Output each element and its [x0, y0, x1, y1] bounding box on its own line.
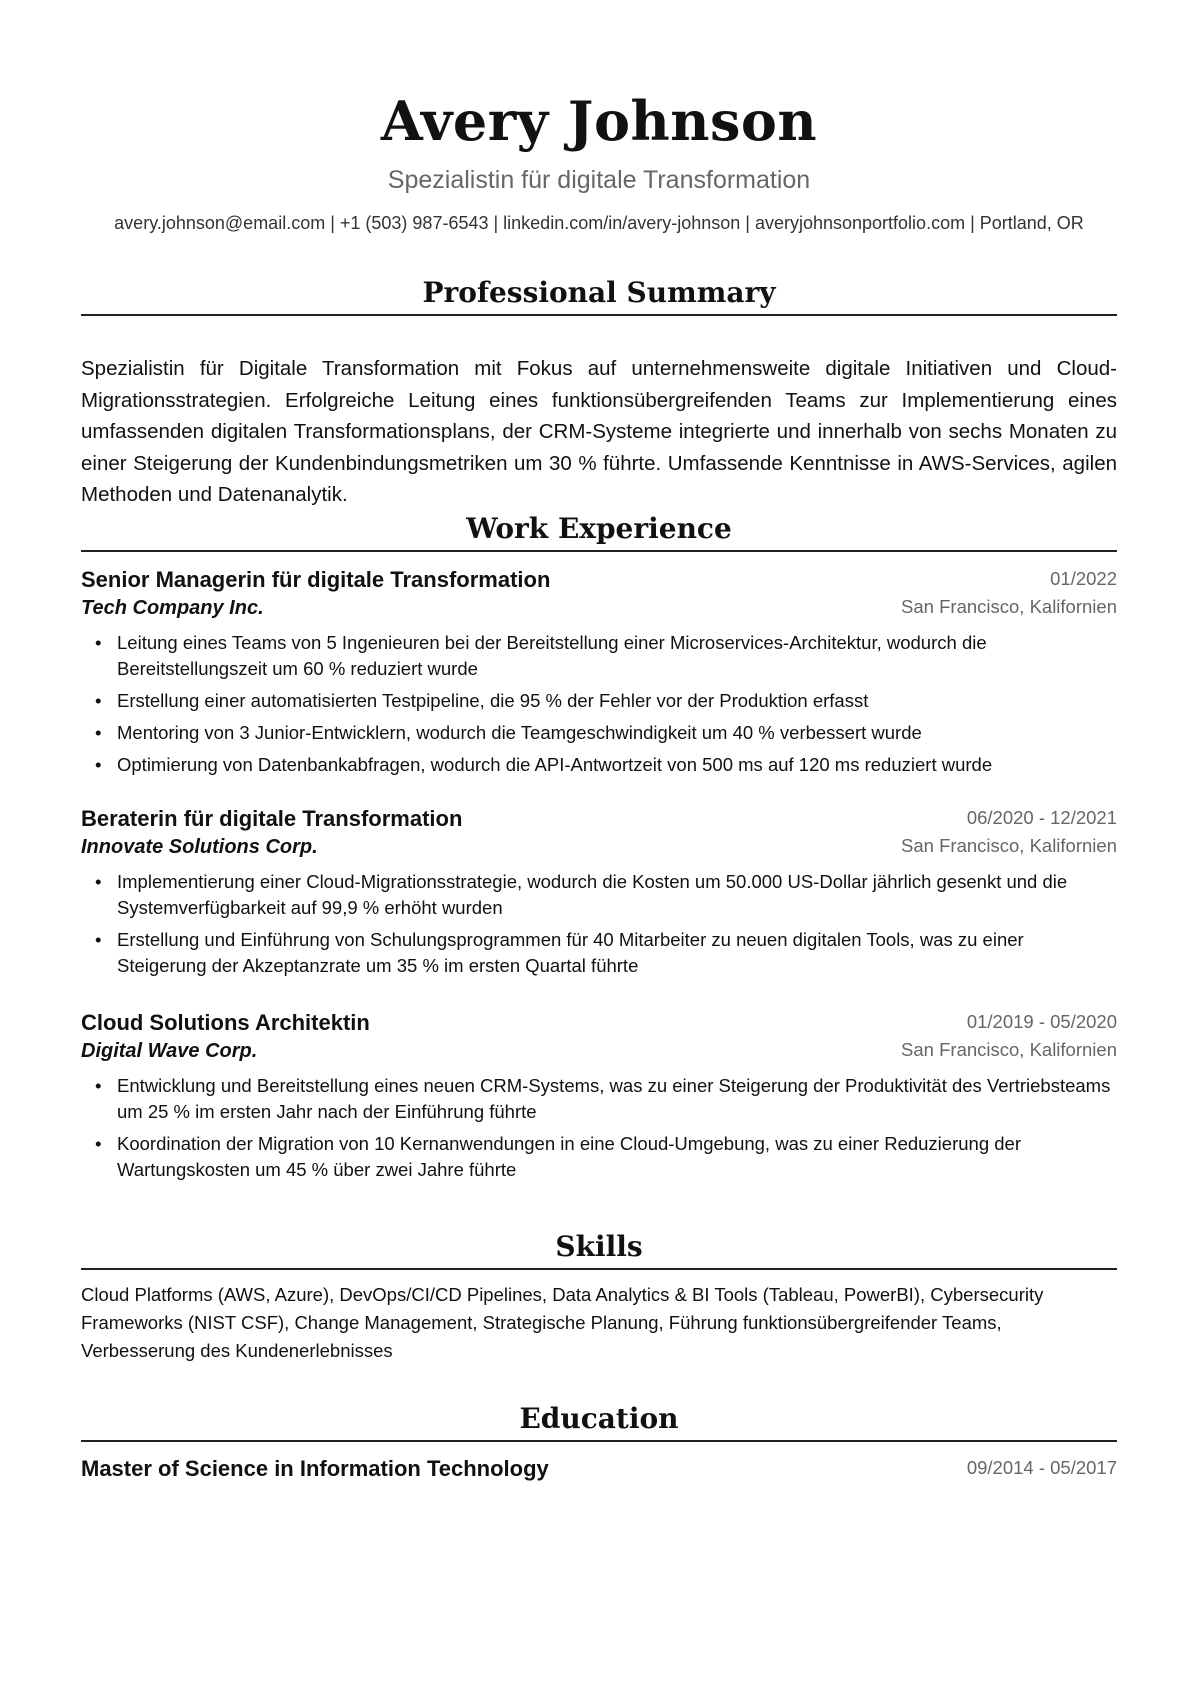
company-name: Digital Wave Corp.: [81, 1040, 258, 1062]
job-bullets: [81, 869, 1117, 985]
section-title-summary: Professional Summary: [422, 276, 776, 309]
job-bullet: • Erstellung und Einführung von Schulungsprogrammen für 40 Mitarbeiter zu neuen digitalen Tools, was zu einer Steigerung der Akzeptanzrate um 35 % im ersten Quartal führte: [117, 927, 1117, 979]
job-date: 06/2020 - 12/2021: [966, 807, 1117, 828]
skills-text: Cloud Platforms (AWS, Azure), DevOps/CI/CD Pipelines, Data Analytics & BI Tools (Tableau, PowerBI), Cybersecurity Frameworks (NIST CSF), Change Management, Strategische Planung, Führung funktionsübergreifender Teams, Verbesserung des Kundenerlebnisses: [81, 1284, 1044, 1361]
section-title-education: Education: [519, 1402, 679, 1435]
job-bullet: • Entwicklung und Bereitstellung eines neuen CRM-Systems, was zu einer Steigerung der Produktivität des Vertriebsteams um 25 % im ersten Jahr nach der Einführung führte: [117, 1073, 1117, 1125]
job-bullet: • Optimierung von Datenbankabfragen, wodurch die API-Antwortzeit von 500 ms auf 120 ms reduziert wurde: [117, 752, 1117, 778]
job-location: San Francisco, Kalifornien: [901, 596, 1117, 617]
job-bullet: • Mentoring von 3 Junior-Entwicklern, wodurch die Teamgeschwindigkeit um 40 % verbessert wurde: [117, 720, 1117, 746]
section-divider: [81, 314, 1117, 316]
job-title: Cloud Solutions Architektin: [81, 1010, 370, 1035]
candidate-headline: Spezialistin für digitale Transformation: [387, 166, 811, 194]
job-title: Senior Managerin für digitale Transformation: [81, 567, 551, 592]
job-location: San Francisco, Kalifornien: [901, 835, 1117, 856]
job-date: 01/2022: [1050, 568, 1117, 589]
section-title-skills: Skills: [555, 1230, 643, 1263]
job-bullet: • Erstellung einer automatisierten Testpipeline, die 95 % der Fehler vor der Produktion erfasst: [117, 688, 1117, 714]
summary-text: Spezialistin für Digitale Transformation mit Fokus auf unternehmensweite digitale Initiativen und Cloud-Migrationsstrategien. Erfolgreiche Leitung eines funktionsübergreifenden Teams zur Implementierung eines umfassenden digitalen Transformationsplans, der CRM-Systeme integrierte und innerhalb von sechs Monaten zu einer Steigerung der Kundenbindungsmetriken um 30 % führte. Umfassende Kenntnisse in AWS-Services, agilen Methoden und Datenanalytik.: [81, 357, 1117, 506]
section-title-experience: Work Experience: [466, 512, 732, 545]
section-divider: [81, 1440, 1117, 1442]
job-bullet: • Leitung eines Teams von 5 Ingenieuren bei der Bereitstellung einer Microservices-Architektur, wodurch die Bereitstellungszeit um 60 % reduziert wurde: [117, 630, 1117, 682]
degree-title: Master of Science in Information Technology: [81, 1456, 549, 1481]
job-location: San Francisco, Kalifornien: [901, 1039, 1117, 1060]
section-divider: [81, 550, 1117, 552]
candidate-name: Avery Johnson: [380, 89, 818, 153]
contact-line: avery.johnson@email.com | +1 (503) 987-6543 | linkedin.com/in/avery-johnson | averyjohnsonportfolio.com | Portland, OR: [114, 213, 1084, 233]
company-name: Tech Company Inc.: [81, 597, 264, 619]
education-date: 09/2014 - 05/2017: [966, 1457, 1117, 1478]
job-bullets: [81, 630, 1117, 784]
job-title: Beraterin für digitale Transformation: [81, 806, 463, 831]
job-bullet: • Implementierung einer Cloud-Migrationsstrategie, wodurch die Kosten um 50.000 US-Dollar jährlich gesenkt und die Systemverfügbarkeit auf 99,9 % erhöht wurden: [117, 869, 1117, 921]
section-divider: [81, 1268, 1117, 1270]
job-bullets: [81, 1073, 1117, 1189]
job-bullet: • Koordination der Migration von 10 Kernanwendungen in eine Cloud-Umgebung, was zu einer Reduzierung der Wartungskosten um 45 % über zwei Jahre führte: [117, 1131, 1117, 1183]
company-name: Innovate Solutions Corp.: [81, 836, 318, 858]
job-date: 01/2019 - 05/2020: [966, 1011, 1117, 1032]
